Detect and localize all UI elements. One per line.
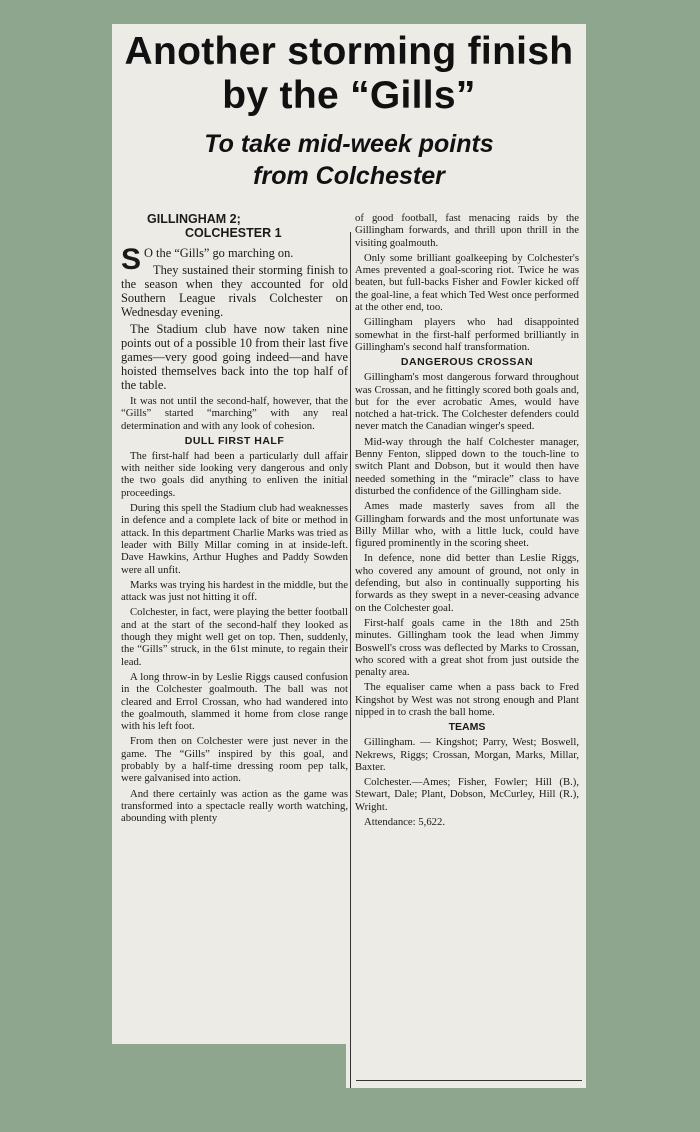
paragraph: Marks was trying his hardest in the middle, but the attack was just not hitting it off. bbox=[121, 578, 348, 604]
paragraph: During this spell the Stadium club had weaknesses in defence and a complete lack of bite or method in attack. In this department Charlie Marks was tried as leader with Billy Millar coming in at inside-left. Dave Hawkins, Arthur Hughes and Paddy Sowden were all unfit. bbox=[121, 502, 348, 576]
paragraph: They sustained their storming finish to the season when they accounted for old Southern League rivals Colchester on Wednesday evening. bbox=[121, 263, 348, 319]
scoreline bbox=[121, 212, 348, 240]
team-lineup-gillingham: Gillingham. — Kingshot; Parry, West; Boswell, Nekrews, Riggs; Crossan, Morgan, Marks, Millar, Baxter. bbox=[355, 736, 579, 773]
section-heading: DANGEROUS CROSSAN bbox=[400, 356, 534, 369]
headline bbox=[112, 30, 586, 118]
paragraph: The first-half had been a particularly dull affair with neither side looking very dangerous and only the two goals did anything to enliven the initial proceedings. bbox=[121, 449, 348, 499]
column-divider bbox=[350, 232, 351, 1088]
subheadline-line-2: from Colchester bbox=[253, 162, 445, 190]
headline-line-1: Another storming finish bbox=[124, 30, 574, 73]
paragraph: Colchester, in fact, were playing the better football and at the start of the second-half they looked as though they might well get on top. Then, suddenly, the “Gills” struck, in the 61st minute, to regain their lead. bbox=[121, 606, 348, 668]
team-lineup-colchester: Colchester.—Ames; Fisher, Fowler; Hill (B.), Stewart, Dale; Plant, Dobson, McCurley, Hill (R.), Wright. bbox=[355, 776, 579, 813]
attendance: Attendance: 5,622. bbox=[364, 816, 446, 829]
paragraph: From then on Colchester were just never in the game. The “Gills” inspired by this goal, and probably by a half-time dressing room pep talk, were galvanised into action. bbox=[121, 735, 348, 785]
lead-text: O the “Gills” go marching on. bbox=[144, 246, 294, 260]
paragraph: Mid-way through the half Colchester manager, Benny Fenton, slipped down to the touch-line to switch Plant and Dobson, but it would then have needed something in the “miracle” class to have disturbed the confidence of the Gillingham side. bbox=[355, 435, 579, 497]
paragraph: First-half goals came in the 18th and 25th minutes. Gillingham took the lead when Jimmy Boswell's cross was deflected by Marks to Crossan, who scored with a great shot from just outside the penalty area. bbox=[355, 616, 579, 679]
paragraph: of good football, fast menacing raids by the Gillingham forwards, and thrill upon thrill in the visiting goalmouth. bbox=[355, 212, 579, 249]
paragraph: A long throw-in by Leslie Riggs caused confusion in the Colchester goalmouth. The ball was not cleared and Errol Crossan, who had wandered into the goalmouth, slammed it home from close range with his left foot. bbox=[121, 670, 348, 733]
drop-cap: S bbox=[121, 243, 142, 276]
paragraph: In defence, none did better than Leslie Riggs, who covered any amount of ground, not only in defending, but also in continually supporting his forwards as they swept in a never-ceasing advance on the Colchester goal. bbox=[355, 552, 579, 614]
lead-paragraph bbox=[121, 243, 348, 276]
paragraph: Gillingham's most dangerous forward throughout was Crossan, and he fittingly scored both goals and, but for the ever acrobatic Ames, would have notched a hat-trick. The Colchester defenders could never match the Canadian winger's speed. bbox=[355, 371, 579, 433]
bottom-rule bbox=[356, 1080, 582, 1081]
left-column bbox=[121, 212, 348, 828]
paragraph: Gillingham players who had disappointed somewhat in the first-half performed brilliantly in Gillingham's second half transformation. bbox=[355, 316, 579, 353]
scoreline-home: GILLINGHAM 2; bbox=[147, 212, 241, 226]
paragraph: It was not until the second-half, however, that the “Gills” started “marching” with any real determination and with any look of cohesion. bbox=[121, 395, 348, 432]
clipping-cutout bbox=[112, 1044, 346, 1088]
section-heading: DULL FIRST HALF bbox=[184, 434, 285, 447]
headline-line-2: by the “Gills” bbox=[222, 74, 476, 117]
right-column bbox=[355, 212, 579, 831]
paragraph: And there certainly was action as the game was transformed into a spectacle really worth watching, abounding with plenty bbox=[121, 787, 348, 825]
scoreline-away: COLCHESTER 1 bbox=[185, 226, 282, 240]
subheadline-line-1: To take mid-week points bbox=[204, 130, 494, 158]
paragraph: Only some brilliant goalkeeping by Colchester's Ames prevented a goal-scoring riot. Twice he was beaten, but full-backs Fisher and Fowler kicked off the goal-line, a feat which Ted West once performed at the other end, too. bbox=[355, 251, 579, 314]
paragraph: The equaliser came when a pass back to Fred Kingshot by West was not strong enough and Plant nipped in to crash the ball home. bbox=[355, 681, 579, 718]
subheadline bbox=[112, 128, 586, 192]
paragraph: The Stadium club have now taken nine points out of a possible 10 from their last five games—very good going indeed—and have hoisted themselves back into the top half of the table. bbox=[121, 322, 348, 392]
paragraph: Ames made masterly saves from all the Gillingham forwards and the most unfortunate was Billy Millar who, with a little luck, could have figured prominently in the scoring sheet. bbox=[355, 500, 579, 550]
teams-heading: TEAMS bbox=[448, 721, 486, 734]
